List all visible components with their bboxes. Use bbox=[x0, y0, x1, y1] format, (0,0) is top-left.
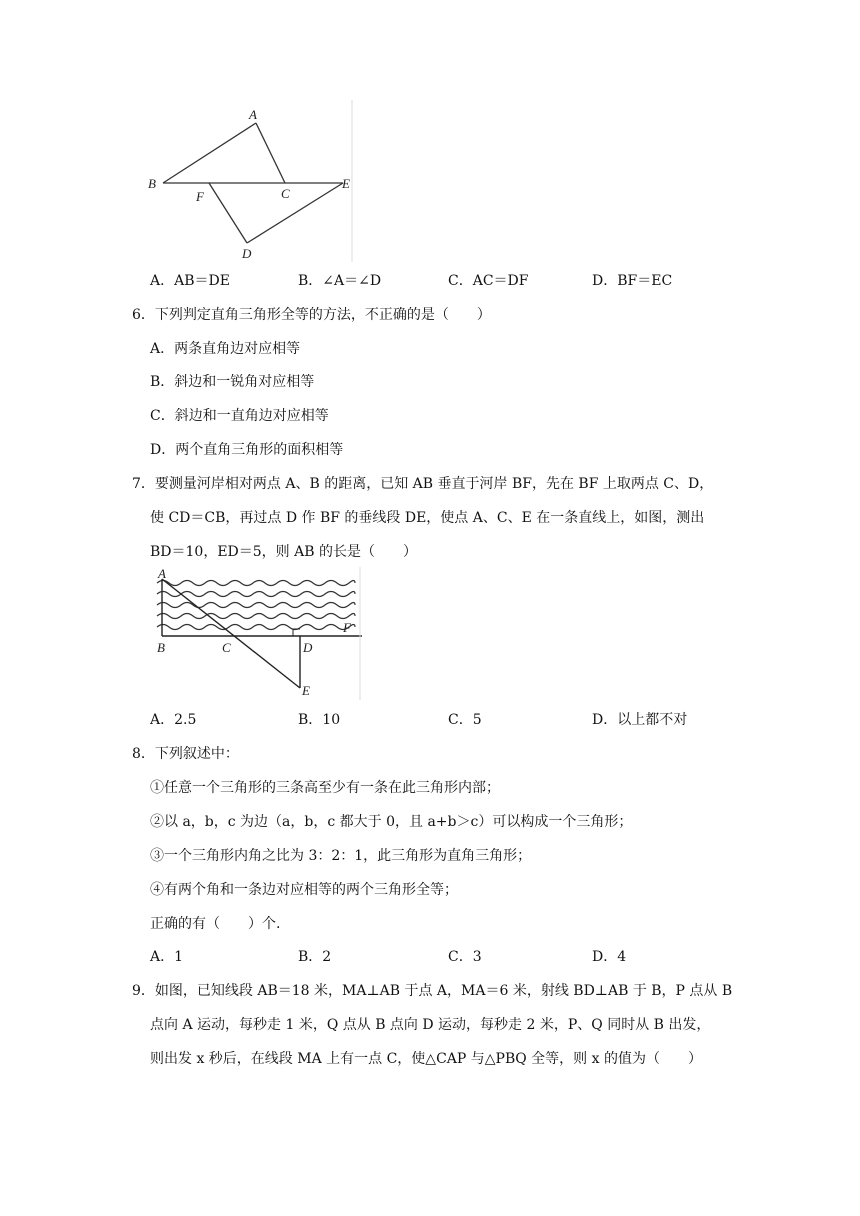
point-label-D: D bbox=[303, 640, 313, 655]
q8-item-4: ④有两个角和一条边对应相等的两个三角形全等； bbox=[150, 882, 458, 898]
q8-ask: 正确的有（ ）个. bbox=[150, 916, 281, 932]
wave-line bbox=[157, 592, 355, 597]
q8-item-2: ②以 a，b，c 为边（a，b，c 都大于 0，且 a+b＞c）可以构成一个三角形； bbox=[150, 814, 633, 830]
q6-option-c: C．斜边和一直角边对应相等 bbox=[150, 408, 329, 424]
q6-option-b: B．斜边和一锐角对应相等 bbox=[150, 374, 315, 390]
q8-item-3: ③一个三角形内角之比为 3：2：1，此三角形为直角三角形； bbox=[150, 848, 532, 864]
q9-line-2: 点向 A 运动，每秒走 1 米，Q 点从 B 点向 D 运动，每秒走 2 米，P、Q 同时从 B 出发， bbox=[150, 1017, 711, 1033]
point-label-F: F bbox=[196, 189, 204, 204]
segment-AE bbox=[162, 579, 300, 688]
q8-option-d: D．4 bbox=[592, 949, 627, 965]
point-label-B: B bbox=[157, 640, 165, 655]
q8-stem: 8．下列叙述中： bbox=[132, 746, 239, 762]
point-label-B: B bbox=[148, 176, 156, 191]
point-label-A: A bbox=[158, 566, 166, 581]
q8-option-c: C．3 bbox=[448, 949, 482, 965]
q5-option-c: C．AC＝DF bbox=[448, 273, 529, 289]
point-label-F: F bbox=[343, 620, 351, 635]
river-waves bbox=[157, 581, 355, 630]
point-label-A: A bbox=[249, 107, 257, 122]
wave-line bbox=[157, 625, 355, 630]
q6-stem: 6．下列判定直角三角形全等的方法，不正确的是（ ） bbox=[132, 307, 491, 323]
q8-item-1: ①任意一个三角形的三条高至少有一条在此三角形内部； bbox=[150, 780, 500, 796]
q9-line-3: 则出发 x 秒后，在线段 MA 上有一点 C，使△CAP 与△PBQ 全等，则 x 的值为（ ） bbox=[150, 1051, 702, 1067]
q6-option-a: A．两条直角边对应相等 bbox=[150, 341, 301, 357]
wave-line bbox=[157, 603, 355, 608]
q7-option-b: B．10 bbox=[298, 712, 341, 728]
wave-line bbox=[157, 614, 355, 619]
point-label-C: C bbox=[281, 186, 290, 201]
q5-option-a: A．AB＝DE bbox=[150, 273, 230, 289]
q8-option-b: B．2 bbox=[298, 949, 332, 965]
q7-line-3: BD＝10，ED＝5，则 AB 的长是（ ） bbox=[150, 544, 417, 560]
q7-option-a: A．2.5 bbox=[150, 712, 197, 728]
wave-line bbox=[157, 581, 355, 586]
point-label-D: D bbox=[242, 246, 252, 261]
point-label-C: C bbox=[222, 640, 231, 655]
q9-line-1: 9．如图，已知线段 AB＝18 米，MA⊥AB 于点 A，MA＝6 米，射线 BD⊥AB 于 B，P 点从 B bbox=[132, 983, 733, 999]
q6-option-d: D．两个直角三角形的面积相等 bbox=[150, 442, 344, 458]
q7-option-c: C．5 bbox=[448, 712, 482, 728]
q7-option-d: D．以上都不对 bbox=[592, 712, 688, 728]
q7-line-2: 使 CD＝CB，再过点 D 作 BF 的垂线段 DE，使点 A、C、E 在一条直线上，如图，测出 bbox=[150, 510, 705, 526]
q5-option-b: B．∠A＝∠D bbox=[298, 273, 382, 289]
q5-option-d: D．BF＝EC bbox=[592, 273, 673, 289]
point-label-E: E bbox=[342, 176, 350, 191]
q7-line-1: 7．要测量河岸相对两点 A、B 的距离，已知 AB 垂直于河岸 BF，先在 BF 上取两点 C、D， bbox=[132, 476, 714, 492]
point-label-E: E bbox=[302, 683, 310, 698]
q8-option-a: A．1 bbox=[150, 949, 184, 965]
